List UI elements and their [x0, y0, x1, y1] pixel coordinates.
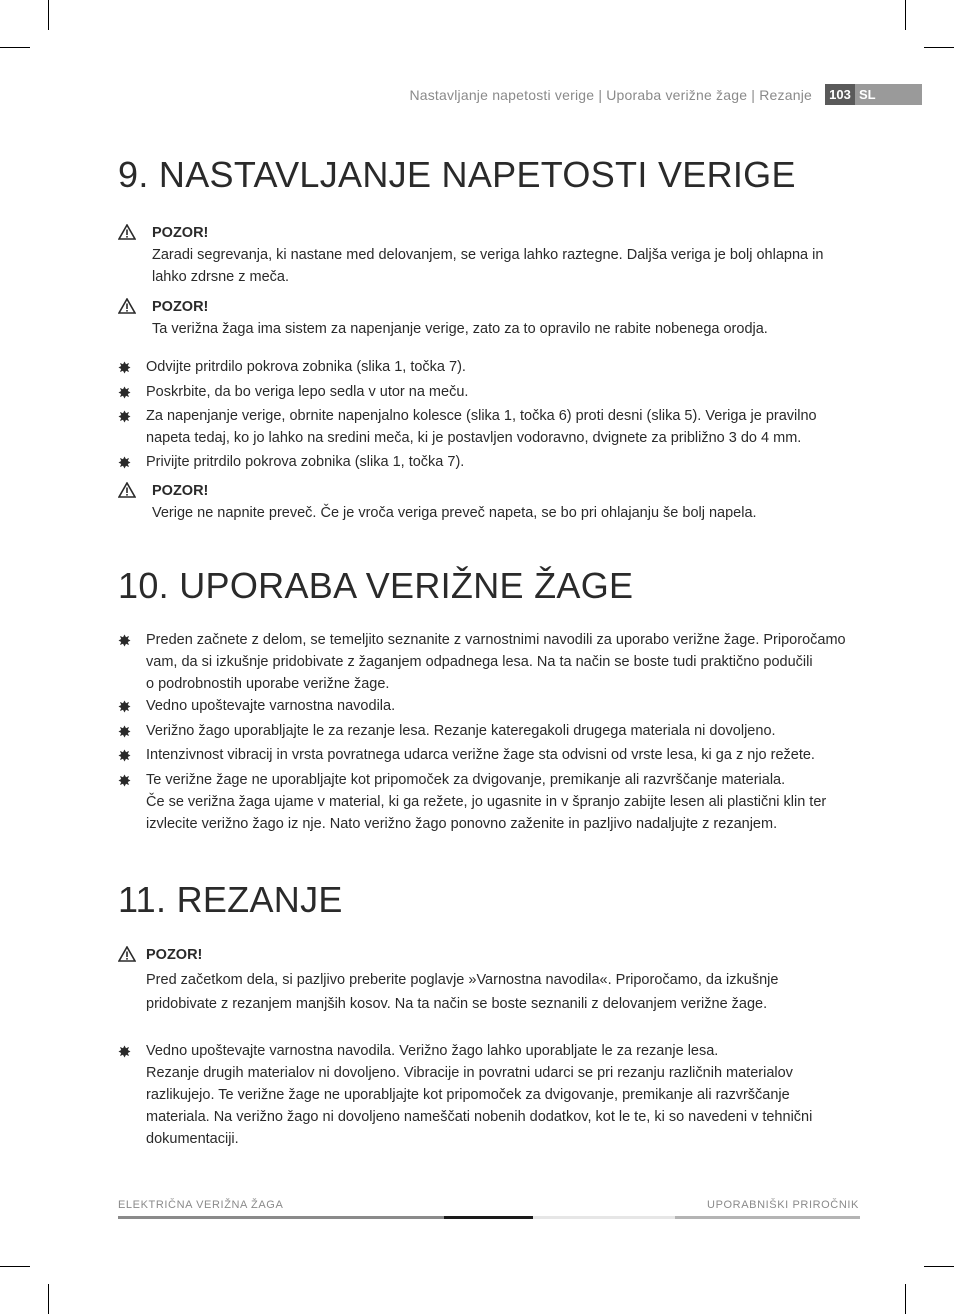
bullet-icon [118, 634, 131, 647]
crop-mark [924, 47, 954, 48]
text-line: vam, da si izkušnje pridobivate z žaganjem odpadnega lesa. Na ta način se boste tudi praktično podučili [146, 654, 813, 670]
bullet-icon [118, 386, 131, 399]
crop-mark [924, 1266, 954, 1267]
footer-divider [675, 1216, 860, 1219]
warning-text [146, 968, 860, 1016]
warning-block [118, 480, 860, 524]
crop-mark [48, 0, 49, 30]
text-line: Intenzivnost vibracij in vrsta povratnega udarca verižne žage sta odvisni od vrste lesa, ki ga z njo režete. [146, 747, 815, 763]
text-line: Za napenjanje verige, obrnite napenjalno kolesce (slika 1, točka 6) proti desni (slika 5). Veriga je pravilno [146, 408, 817, 424]
section-11-heading: 11. REZANJE [118, 879, 343, 920]
page-number: 103 [825, 84, 855, 105]
text-line: razlikujejo. Te verižne žage ne uporabljajte kot pripomoček za dvigovanje, premikanje ali razvrščanje [146, 1087, 790, 1103]
text-line: napeta tedaj, ko jo lahko na sredini meča, ki je postavljen vodoravno, dvignete za približno 3 do 4 mm. [146, 430, 802, 446]
text-line: lahko zdrsne z meča. [152, 269, 290, 285]
section-9-heading: 9. NASTAVLJANJE NAPETOSTI VERIGE [118, 154, 796, 195]
crop-mark [0, 1266, 30, 1267]
bullet-icon [118, 410, 131, 423]
warning-title: POZOR! [146, 947, 203, 963]
bullet-icon [118, 361, 131, 374]
bullet-icon [118, 456, 131, 469]
list-item-text [146, 720, 863, 742]
bullet-icon [118, 774, 131, 787]
footer-divider [118, 1216, 444, 1219]
warning-title: POZOR! [152, 225, 209, 241]
list-item-text [146, 381, 863, 403]
text-line: Verižno žago uporabljajte le za rezanje lesa. Rezanje kateregakoli drugega materiala ni dovoljeno. [146, 723, 776, 739]
text-line: Poskrbite, da bo veriga lepo sedla v utor na meču. [146, 384, 469, 400]
warning-text [152, 318, 860, 340]
text-line: Privijte pritrdilo pokrova zobnika (slika 1, točka 7). [146, 454, 465, 470]
text-line: dokumentaciji. [146, 1131, 239, 1147]
list-item-text [146, 744, 863, 766]
list-item-text [146, 769, 863, 835]
footer-product-name: ELEKTRIČNA VERIŽNA ŽAGA [118, 1199, 284, 1211]
text-line: Odvijte pritrdilo pokrova zobnika (slika 1, točka 7). [146, 359, 466, 375]
bullet-icon [118, 1045, 131, 1058]
text-line: materiala. Na verižno žago ni dovoljeno nameščati nobenih dodatkov, kot le te, ki so navedeni v tehnični [146, 1109, 813, 1125]
text-line: Preden začnete z delom, se temeljito seznanite z varnostnimi navodili za uporabo verižne žage. Priporočamo [146, 632, 846, 648]
crop-mark [0, 47, 30, 48]
text-line: Pred začetkom dela, si pazljivo preberite poglavje »Varnostna navodila«. Priporočamo, da izkušnje [146, 972, 779, 988]
bullet-icon [118, 700, 131, 713]
text-line: Ta verižna žaga ima sistem za napenjanje verige, zato za to opravilo ne rabite nobenega orodja. [152, 321, 768, 337]
warning-icon [118, 946, 136, 962]
text-line: Vedno upoštevajte varnostna navodila. [146, 698, 396, 714]
list-item-text [146, 356, 863, 378]
warning-icon [118, 224, 136, 240]
warning-block [118, 296, 860, 340]
list-item-text [146, 1040, 863, 1150]
bullet-icon [118, 749, 131, 762]
text-line: izvlecite verižno žago iz nje. Nato verižno žago ponovno zaženite in pazljivo nadaljujte z rezanjem. [146, 816, 778, 832]
text-line: Zaradi segrevanja, ki nastane med delovanjem, se veriga lahko raztegne. Daljša veriga je bolj ohlapna in [152, 247, 824, 263]
text-line: pridobivate z rezanjem manjših kosov. Na ta način se boste seznanili z delovanjem verižne žage. [146, 996, 768, 1012]
text-line: Vedno upoštevajte varnostna navodila. Verižno žago lahko uporabljate le za rezanje lesa. [146, 1043, 719, 1059]
warning-block [118, 222, 860, 288]
bullet-icon [118, 725, 131, 738]
text-line: Te verižne žage ne uporabljajte kot pripomoček za dvigovanje, premikanje ali razvrščanje materiala. [146, 772, 786, 788]
list-item-text [146, 451, 863, 473]
list-item-text [146, 629, 863, 695]
section-10-heading: 10. UPORABA VERIŽNE ŽAGE [118, 565, 634, 606]
warning-icon [118, 298, 136, 314]
warning-text [152, 502, 860, 524]
footer-manual-name: UPORABNIŠKI PRIROČNIK [707, 1199, 859, 1211]
footer-divider [533, 1216, 675, 1219]
page-breadcrumb: Nastavljanje napetosti verige | Uporaba verižne žage | Rezanje [409, 87, 812, 103]
warning-icon [118, 482, 136, 498]
text-line: o podrobnostih uporabe verižne žage. [146, 676, 390, 692]
list-item-text [146, 405, 863, 449]
warning-title: POZOR! [152, 483, 209, 499]
crop-mark [905, 1284, 906, 1314]
crop-mark [905, 0, 906, 30]
text-line: Če se verižna žaga ujame v material, ki ga režete, jo ugasnite in v špranjo zabijte lesen ali plastični klin ter [146, 794, 827, 810]
text-line: Rezanje drugih materialov ni dovoljeno. Vibracije in povratni udarci se pri rezanju različnih materialov [146, 1065, 793, 1081]
warning-block [118, 944, 860, 1016]
text-line: Verige ne napnite preveč. Če je vroča veriga preveč napeta, se bo pri ohlajanju še bolj napela. [152, 505, 757, 521]
list-item-text [146, 695, 863, 717]
warning-title: POZOR! [152, 299, 209, 315]
warning-text [152, 244, 860, 288]
crop-mark [48, 1284, 49, 1314]
language-code: SL [855, 84, 922, 105]
footer-divider [444, 1216, 533, 1219]
